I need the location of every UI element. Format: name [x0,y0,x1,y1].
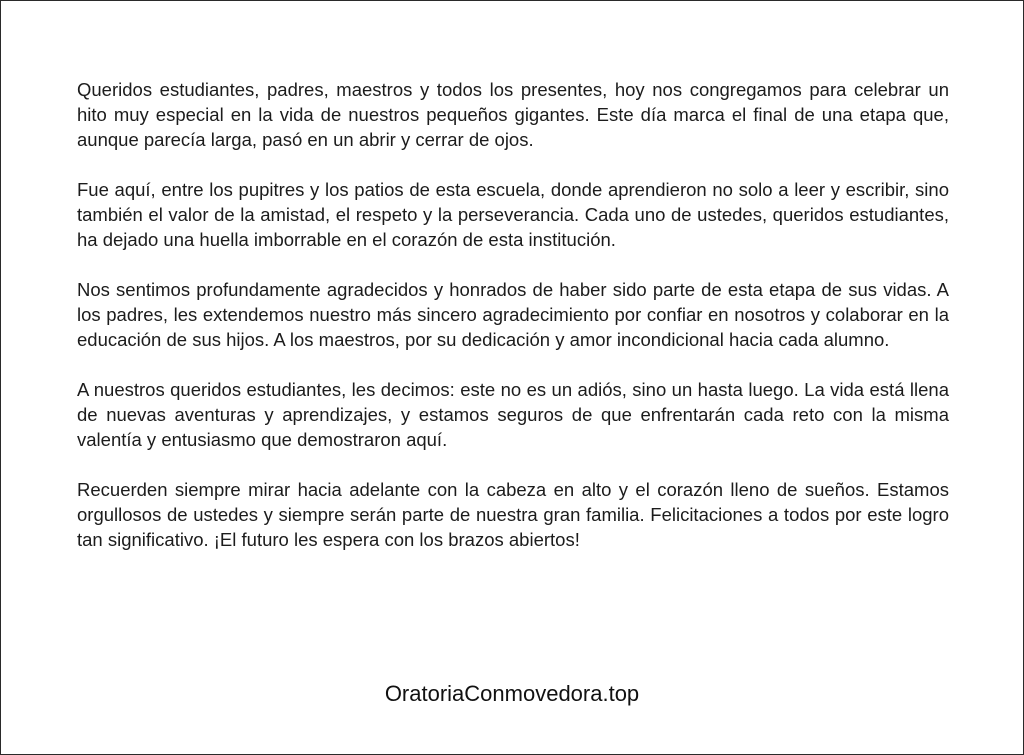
paragraph-5: Recuerden siempre mirar hacia adelante con la cabeza en alto y el corazón lleno de sueños. Estamos orgullosos de ustedes y siempre serán parte de nuestra gran familia. Felicitaciones a todos por este logro tan significativo. ¡El futuro les espera con los brazos abiertos! [77,479,949,550]
paragraph-4: A nuestros queridos estudiantes, les decimos: este no es un adiós, sino un hasta luego. La vida está llena de nuevas aventuras y aprendizajes, y estamos seguros de que enfrentarán cada reto con la misma valentía y entusiasmo que demostraron aquí. [77,379,949,450]
paragraph-1: Queridos estudiantes, padres, maestros y todos los presentes, hoy nos congregamos para celebrar un hito muy especial en la vida de nuestros pequeños gigantes. Este día marca el final de una etapa que, aunque parecía larga, pasó en un abrir y cerrar de ojos. [77,79,949,150]
site-footer: OratoriaConmovedora.top [384,681,640,706]
paragraph-2: Fue aquí, entre los pupitres y los patios de esta escuela, donde aprendieron no solo a leer y escribir, sino también el valor de la amistad, el respeto y la perseverancia. Cada uno de ustedes, queridos estudiantes, ha dejado una huella imborrable en el corazón de esta institución. [77,179,949,250]
paragraph-3: Nos sentimos profundamente agradecidos y honrados de haber sido parte de esta etapa de sus vidas. A los padres, les extendemos nuestro más sincero agradecimiento por confiar en nosotros y colaborar en la educación de sus hijos. A los maestros, por su dedicación y amor incondicional hacia cada alumno. [77,279,949,350]
speech-body [77,77,949,577]
